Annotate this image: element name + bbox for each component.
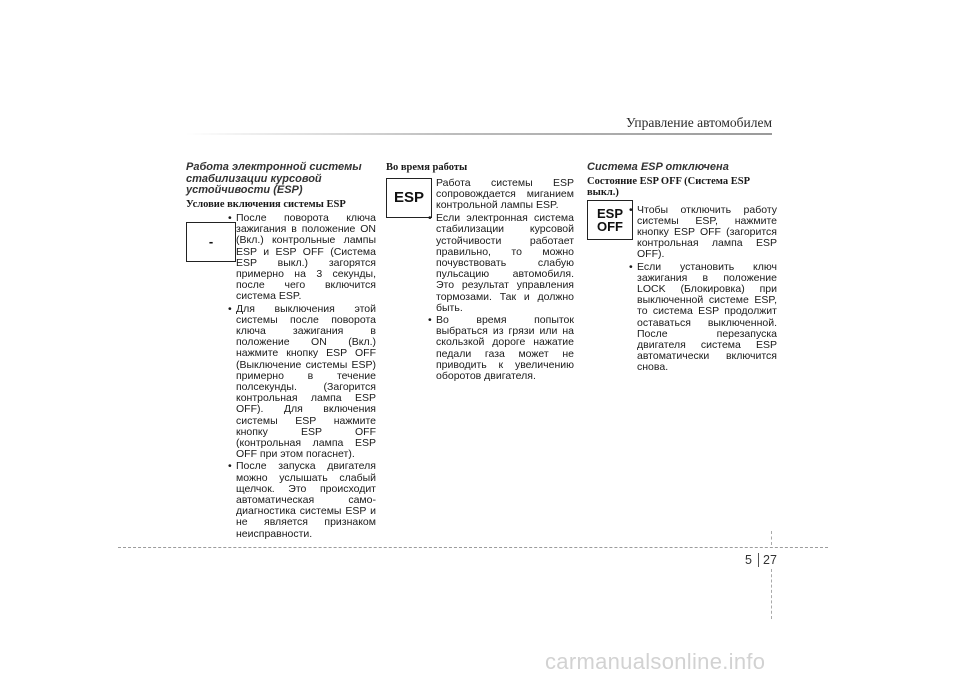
page-header-title: Управление автомобилем [626, 115, 772, 130]
footer-rule [118, 547, 828, 548]
section-title-esp-off: Система ESP отключена [587, 161, 729, 173]
list-item: • Для выключения этой системы после поворота ключа зажигания в положение ON (Вкл.) нажмите кнопку ESP OFF (Выключение системы ESP) примерно в течение полсекунды. (Загорится контрольная лампа ESP OFF). Для включения системы ESP нажмите кнопку ESP OFF (контрольная лампа ESP OFF при этом погаснет). [236, 304, 376, 461]
watermark-text: carmanualsonline.info [545, 649, 766, 674]
list-item: • После поворота ключа зажигания в положение ON (Вкл.) контрольные лампы ESP и ESP OFF (Система ESP выкл.) загорятся примерно на 3 секунды, после чего включится система ESP. [236, 213, 376, 303]
bullet-list [236, 213, 376, 540]
indicator-icon-box [186, 222, 236, 262]
condition-title: Условие включения системы ESP [186, 198, 346, 210]
vertical-divider-bottom [771, 569, 772, 619]
bullet-list [637, 205, 777, 374]
header-rule [186, 133, 772, 135]
column-during-operation [386, 162, 574, 383]
esp-off-icon-line1: ESP [596, 206, 623, 221]
vertical-divider-top [771, 531, 772, 545]
page-number: 27 [763, 553, 777, 567]
esp-off-indicator-icon [587, 200, 633, 240]
page-number-divider [758, 553, 759, 567]
esp-indicator-icon [386, 178, 432, 218]
subheading-during-operation: Во время работы [386, 162, 468, 173]
list-item: • Во время попыток выбраться из грязи или на скользкой дороге нажатие педали газа может не приводить к увеличению оборотов двигателя. [436, 315, 574, 382]
chapter-number: 5 [745, 553, 752, 567]
section-title-esp-operation: Работа электронной системы стабилизации курсовой устойчивости (ESP) [186, 161, 362, 196]
list-item: • Если электронная система стабилизации курсовой устойчивости работает правильно, то можно почувствовать слабую пульсацию автомобиля. Это результат управления тормозами. Так и должно быть. [436, 213, 574, 314]
column-esp-operation [186, 162, 376, 541]
intro-paragraph: Работа системы ESP сопровождается миганием контрольной лампы ESP. [436, 176, 574, 211]
indicator-icon-label: - [208, 234, 214, 250]
esp-off-icon-line2: OFF [597, 219, 623, 234]
list-item: • После запуска двигателя можно услышать слабый щелчок. Это происходит автоматическая само-диагностика системы ESP и не является признаком неисправности. [236, 461, 376, 539]
bullet-list [436, 213, 574, 382]
list-item: • Чтобы отключить работу системы ESP, нажмите кнопку ESP OFF (загорится контрольная лампа ESP OFF). [637, 205, 777, 261]
status-title: Состояние ESP OFF (Система ESP выкл.) [587, 175, 750, 198]
list-item: • Если установить ключ зажигания в положение LOCK (Блокировка) при выключенной системе ESP, то система ESP продолжит оставаться выключенной. После перезапуска двигателя система ESP автоматически включится снова. [637, 262, 777, 374]
esp-icon-label: ESP [393, 189, 424, 207]
column-esp-off [587, 162, 777, 375]
